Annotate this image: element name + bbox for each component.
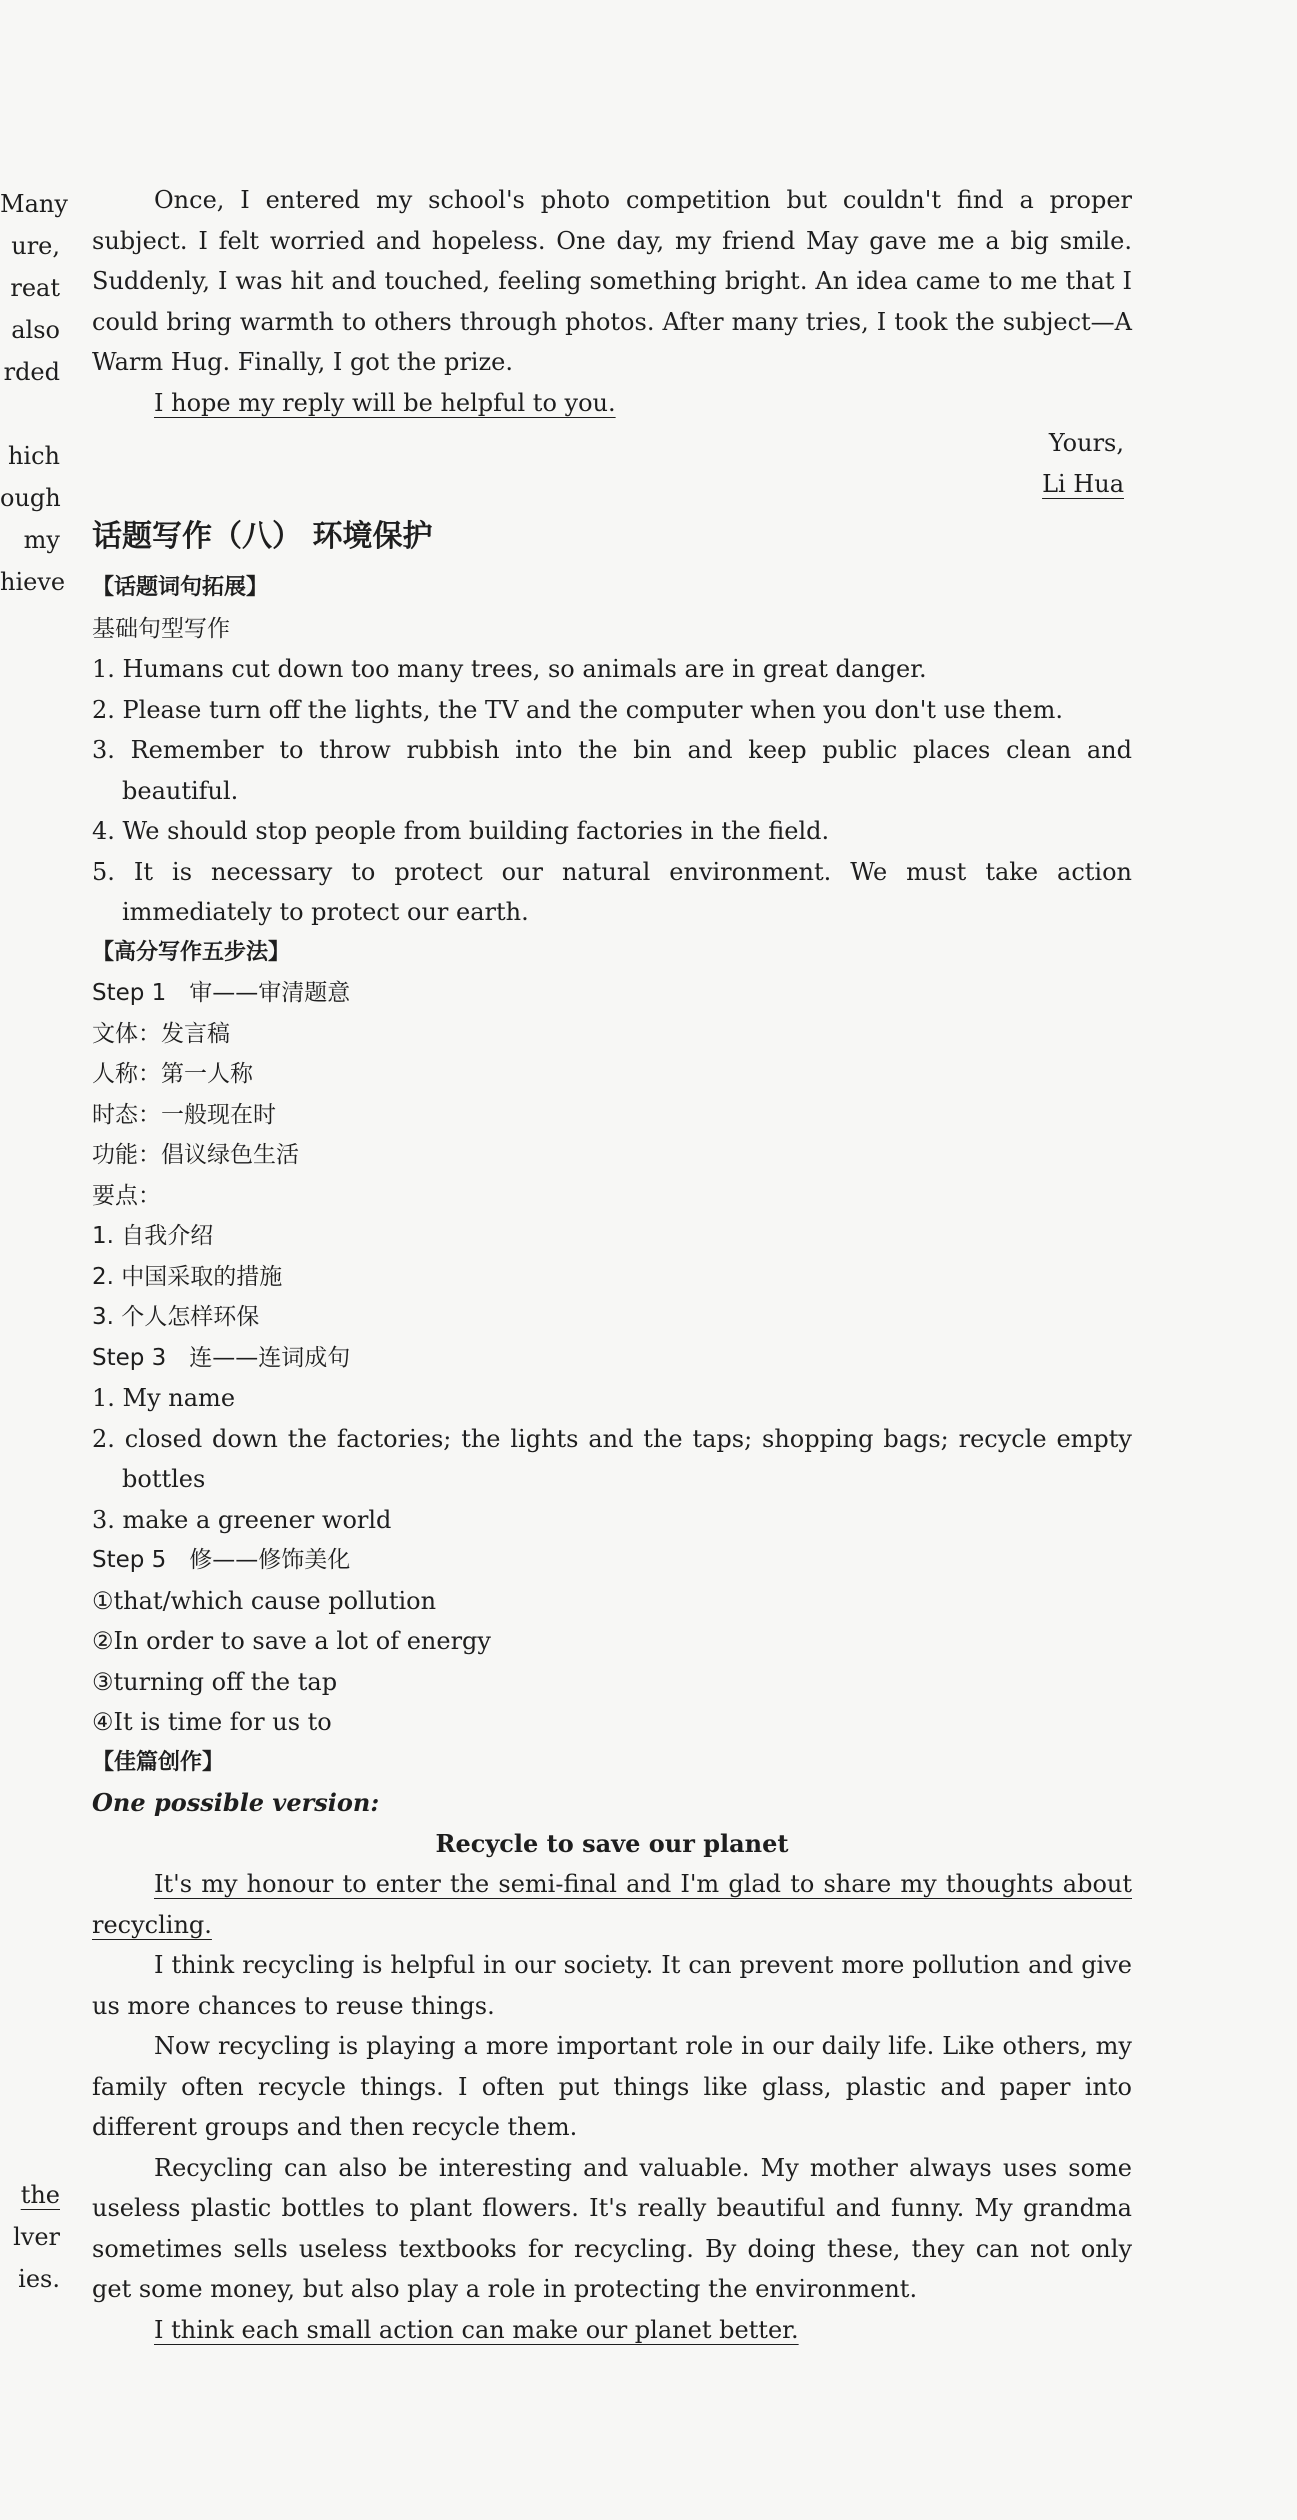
margin-fragment: ough	[0, 484, 61, 512]
left-margin-fragments-bottom	[0, 2174, 60, 2300]
creation-header: 【佳篇创作】	[92, 1749, 225, 1775]
margin-fragment: ies.	[18, 2265, 60, 2293]
margin-fragment: ure,	[11, 232, 60, 260]
page-content	[92, 180, 1132, 2350]
step5-item: ③turning off the tap	[92, 1667, 338, 1696]
step1-item: 人称：第一人称	[92, 1061, 253, 1087]
step3-title: Step 3 连——连词成句	[92, 1344, 351, 1371]
essay-closing-text: I think each small action can make our planet better.	[154, 2315, 799, 2344]
creation-section	[92, 1743, 1132, 2351]
sentence-item: 5. It is necessary to protect our natural environment. We must take action immediately to protect our earth.	[92, 857, 1132, 926]
step5-item: ②In order to save a lot of energy	[92, 1627, 491, 1655]
letter-paragraph: Once, I entered my school's photo competition but couldn't find a proper subject. I felt worried and hopeless. One day, my friend May gave me a big smile. Suddenly, I was hit and touched, feeling something bright. An idea came to me that I could bring warmth to others through photos. After many tries, I took the subject—A Warm Hug. Finally, I got the prize.	[92, 186, 1132, 376]
sentence-item: 1. Humans cut down too many trees, so animals are in great danger.	[92, 655, 927, 683]
margin-fragment: lver	[13, 2223, 60, 2251]
step5-title: Step 5 修——修饰美化	[92, 1547, 351, 1573]
expansion-header: 【话题词句拓展】	[92, 575, 269, 600]
margin-fragment: reat	[10, 274, 60, 302]
essay-paragraph: I think recycling is helpful in our society. It can prevent more pollution and give us more chances to reuse things.	[92, 1951, 1132, 2020]
sentence-item: 4. We should stop people from building factories in the field.	[92, 817, 830, 845]
key-point: 1. 自我介绍	[92, 1223, 214, 1249]
margin-fragment: hich	[7, 442, 60, 470]
essay-paragraph: Recycling can also be interesting and valuable. My mother always uses some useless plastic bottles to plant flowers. It's really beautiful and funny. My grandma sometimes sells useless textbooks for recycling. By doing these, they can not only get some money, but also play a role in protecting the environment.	[92, 2153, 1132, 2303]
step3-item: 1. My name	[92, 1384, 236, 1412]
letter-closing-line	[92, 383, 1132, 424]
essay-title: Recycle to save our planet	[435, 1828, 789, 1858]
margin-fragment: my	[23, 526, 60, 554]
step5-item: ①that/which cause pollution	[92, 1586, 437, 1615]
step1-title: Step 1 审——审清题意	[92, 980, 351, 1006]
margin-fragment: rded	[3, 358, 60, 386]
step1-item: 文体：发言稿	[92, 1020, 230, 1047]
key-point: 2. 中国采取的措施	[92, 1263, 283, 1290]
step1-item: 功能：倡议绿色生活	[92, 1142, 299, 1168]
margin-fragment: also	[11, 316, 60, 344]
version-label: One possible version:	[92, 1788, 380, 1817]
step1-item: 时态：一般现在时	[92, 1101, 276, 1128]
expansion-section	[92, 568, 1132, 933]
margin-fragment: hieve	[0, 568, 66, 596]
essay-closing-line	[92, 2310, 1132, 2351]
step1-item: 要点：	[92, 1182, 161, 1209]
letter-signature: Li Hua	[1042, 469, 1124, 498]
margin-fragment: the	[20, 2181, 60, 2209]
closing-line-text: I hope my reply will be helpful to you.	[154, 388, 616, 417]
topic-title: 话题写作（八） 环境保护	[92, 519, 433, 554]
step5-item: ④It is time for us to	[92, 1708, 332, 1736]
step3-item: 3. make a greener world	[92, 1505, 392, 1534]
letter-signature-line	[92, 464, 1124, 505]
sentence-item: 3. Remember to throw rubbish into the bin and keep public places clean and beautiful.	[92, 736, 1132, 805]
step3-item: 2. closed down the factories; the lights and the taps; shopping bags; recycle empty bottles	[92, 1424, 1132, 1493]
essay-paragraph: Now recycling is playing a more important role in our daily life. Like others, my family often recycle things. I often put things like glass, plastic and paper into different groups and then recycle them.	[92, 2032, 1132, 2141]
expansion-subheader: 基础句型写作	[92, 615, 230, 642]
key-point: 3. 个人怎样环保	[92, 1304, 260, 1330]
sentence-item: 2. Please turn off the lights, the TV and the computer when you don't use them.	[92, 695, 1063, 724]
letter-section	[92, 180, 1132, 504]
steps-section	[92, 933, 1132, 1743]
margin-fragment: Many	[0, 190, 68, 218]
letter-signoff: Yours,	[1048, 429, 1124, 457]
essay-paragraph: It's my honour to enter the semi-final and I'm glad to share my thoughts about recycling.	[92, 1870, 1132, 1939]
margin-fragment	[0, 393, 60, 435]
steps-header: 【高分写作五步法】	[92, 939, 291, 965]
left-margin-fragments-top	[0, 183, 68, 603]
